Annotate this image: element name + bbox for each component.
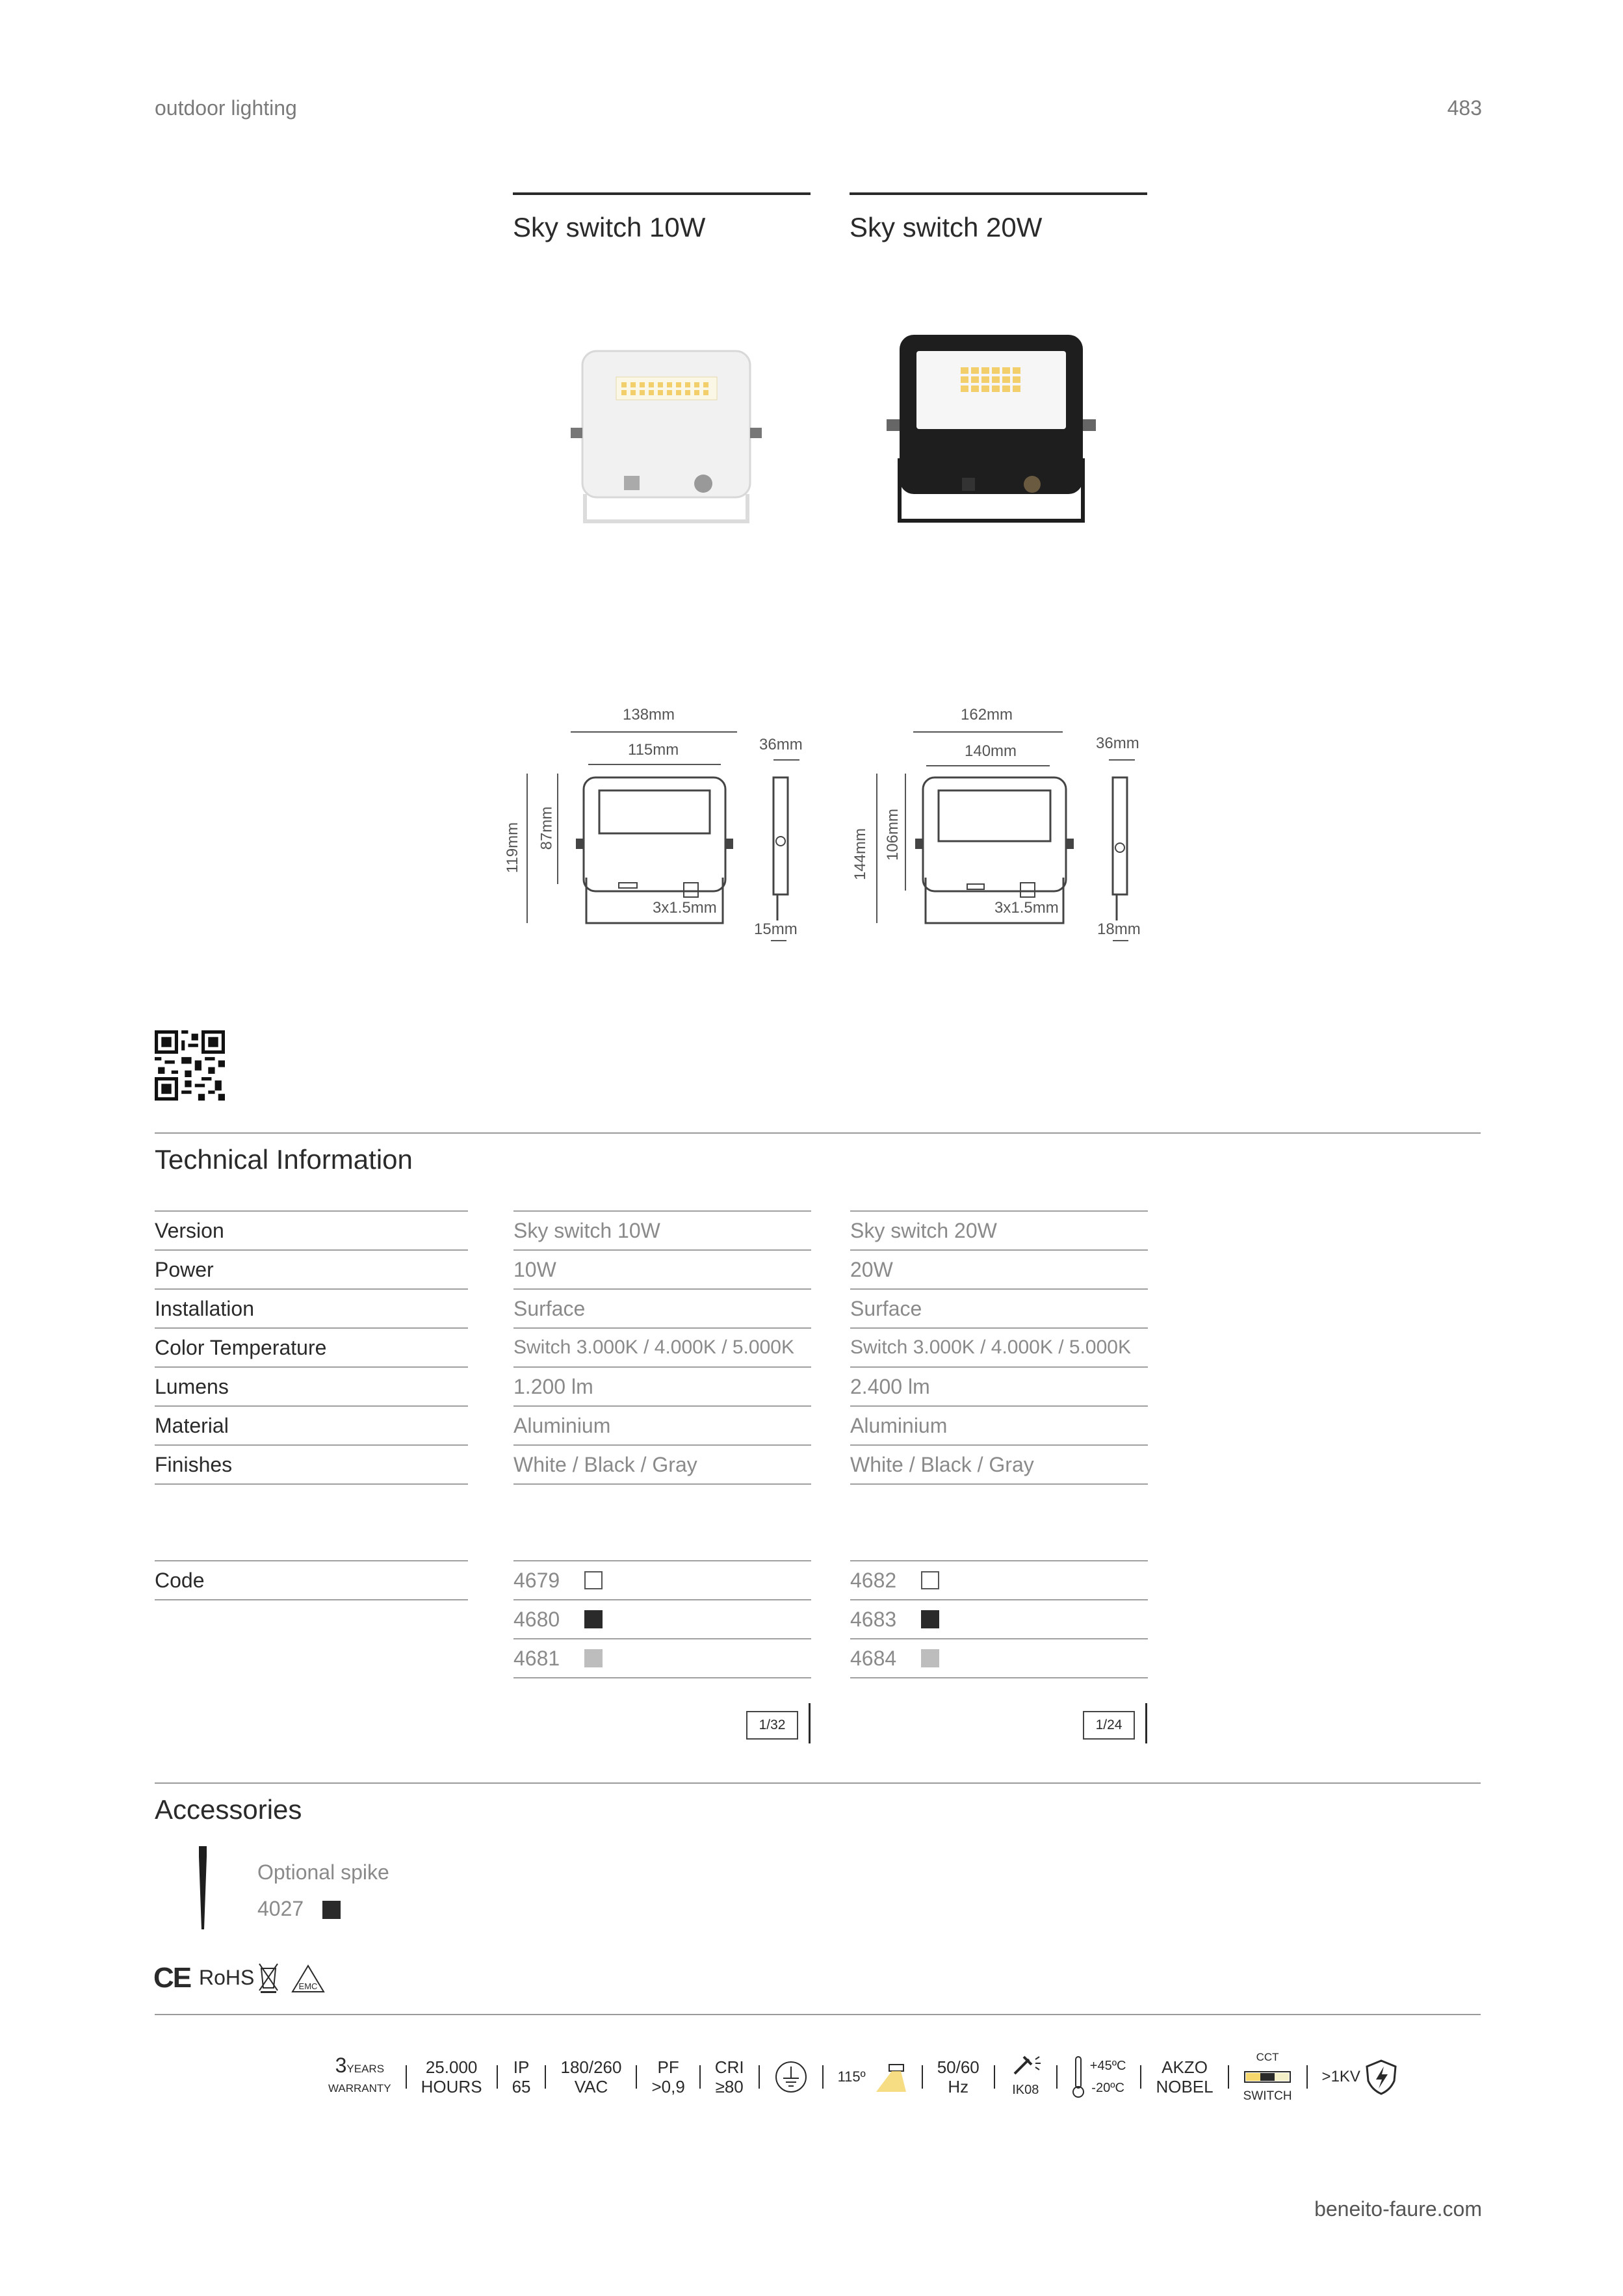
product-2-top-rule — [850, 192, 1147, 195]
tech-value-installation: Surface — [850, 1290, 1148, 1329]
dim-2-height-inner: 106mm — [884, 808, 902, 861]
spike-icon — [195, 1846, 211, 1929]
voltage-icon: 180/260 VAC — [560, 2057, 622, 2096]
tech-value-version: Sky switch 20W — [850, 1212, 1148, 1251]
shield-bolt-icon — [1364, 2059, 1398, 2095]
dim-1-base-line — [771, 940, 786, 941]
black-swatch — [921, 1610, 939, 1628]
code-row — [513, 1639, 811, 1678]
dim-2-base-line — [1113, 940, 1128, 941]
tech-value-color-temperature: Switch 3.000K / 4.000K / 5.000K — [850, 1329, 1148, 1368]
dim-2-height-outer-line — [876, 774, 877, 923]
dim-2-height-inner-line — [905, 774, 906, 891]
code-row — [850, 1600, 1148, 1639]
dim-2-base-depth: 18mm — [1097, 920, 1141, 938]
tech-value-material: Aluminium — [850, 1407, 1148, 1446]
qr-code[interactable] — [155, 1030, 225, 1101]
tech-label-lumens: Lumens — [155, 1368, 468, 1407]
code-row — [850, 1639, 1148, 1678]
product-1-top-rule — [513, 192, 811, 195]
separator — [545, 2065, 546, 2089]
frequency-icon: 50/60 Hz — [937, 2057, 980, 2096]
product-1-image — [559, 338, 773, 533]
dim-2-width-outer-line — [913, 731, 1063, 733]
gray-swatch — [921, 1649, 939, 1667]
ik-rating-icon: IK08 — [1009, 2054, 1042, 2100]
code-label: Code — [155, 1561, 468, 1600]
separator — [406, 2065, 407, 2089]
tech-value-lumens: 1.200 lm — [513, 1368, 811, 1407]
cri-icon: CRI ≥80 — [714, 2057, 744, 2096]
website-link[interactable]: beneito-faure.com — [1314, 2197, 1482, 2221]
spec-icon-strip — [328, 2048, 1398, 2106]
dim-1-width-inner: 115mm — [628, 741, 679, 759]
white-swatch — [921, 1571, 939, 1589]
code-label-column — [155, 1560, 468, 1600]
temperature-range-icon: +45ºC -20ºC — [1072, 2055, 1126, 2099]
separator — [1306, 2065, 1308, 2089]
tech-value-installation: Surface — [513, 1290, 811, 1329]
product-2-title: Sky switch 20W — [850, 212, 1043, 242]
codes-product-2 — [850, 1560, 1148, 1678]
tech-value-finishes: White / Black / Gray — [850, 1446, 1148, 1485]
dim-1-depth: 36mm — [759, 736, 803, 753]
earth-ground-icon — [774, 2060, 808, 2094]
code-row — [850, 1561, 1148, 1600]
code-value: 4682 — [850, 1569, 897, 1592]
separator — [922, 2065, 923, 2089]
white-swatch — [584, 1571, 603, 1589]
emc-icon — [290, 1963, 326, 1994]
tech-labels-column — [155, 1210, 468, 1485]
accessories-rule — [155, 1782, 1481, 1784]
surge-protection-icon: >1KV — [1322, 2059, 1398, 2095]
dim-1-base-depth: 15mm — [754, 920, 798, 938]
black-swatch — [322, 1901, 341, 1919]
tech-label-power: Power — [155, 1251, 468, 1290]
separator — [822, 2065, 824, 2089]
tech-label-material: Material — [155, 1407, 468, 1446]
separator — [699, 2065, 701, 2089]
code-value: 4680 — [513, 1608, 560, 1631]
tech-value-finishes: White / Black / Gray — [513, 1446, 811, 1485]
hours-icon: 25.000 HOURS — [421, 2057, 482, 2096]
dim-2-height-outer: 144mm — [851, 828, 870, 881]
tech-label-color-temperature: Color Temperature — [155, 1329, 468, 1368]
warranty-icon: 3YEARS WARRANTY — [328, 2054, 391, 2094]
separator — [636, 2065, 637, 2089]
category-label: outdoor lighting — [155, 96, 297, 120]
product-1-title: Sky switch 10W — [513, 212, 706, 242]
accessory-name: Optional spike — [257, 1860, 389, 1884]
tech-value-power: 20W — [850, 1251, 1148, 1290]
tech-values-product-2 — [850, 1210, 1148, 1485]
rohs-mark: RoHS — [199, 1966, 255, 1989]
svg-text:EMC: EMC — [298, 1981, 318, 1991]
beam-angle-icon: 115º — [838, 2061, 907, 2093]
weee-bin-icon — [257, 1962, 279, 1994]
code-value: 4684 — [850, 1647, 897, 1670]
cct-switch-icon: CCT SWITCH — [1243, 2051, 1292, 2103]
dim-2-drawing — [910, 774, 1157, 943]
dim-1-height-outer: 119mm — [504, 822, 522, 874]
tech-value-material: Aluminium — [513, 1407, 811, 1446]
dim-2-width-inner: 140mm — [965, 742, 1017, 760]
separator — [1056, 2065, 1058, 2089]
tech-value-lumens: 2.400 lm — [850, 1368, 1148, 1407]
page-number: 483 — [1447, 96, 1482, 120]
switch-icon — [1244, 2071, 1291, 2083]
tech-value-power: 10W — [513, 1251, 811, 1290]
light-beam-icon — [870, 2061, 907, 2093]
black-swatch — [584, 1610, 603, 1628]
akzo-nobel-icon: AKZO NOBEL — [1156, 2057, 1214, 2096]
ip-rating-icon: IP 65 — [512, 2057, 531, 2096]
separator — [1228, 2065, 1229, 2089]
tech-label-installation: Installation — [155, 1290, 468, 1329]
pack-box-icon: 1/24 — [1083, 1711, 1135, 1740]
codes-product-1 — [513, 1560, 811, 1678]
code-row — [513, 1600, 811, 1639]
code-row — [513, 1561, 811, 1600]
tech-label-version: Version — [155, 1212, 468, 1251]
dim-1-width-inner-line — [588, 764, 721, 765]
specs-rule — [155, 2014, 1481, 2015]
tech-label-finishes: Finishes — [155, 1446, 468, 1485]
separator — [759, 2065, 760, 2089]
power-factor-icon: PF >0,9 — [651, 2057, 685, 2096]
dim-1-depth-line — [773, 759, 799, 761]
dim-2-depth: 36mm — [1096, 735, 1139, 752]
separator — [994, 2065, 995, 2089]
pack-box-icon: 1/32 — [746, 1711, 798, 1740]
code-value: 4681 — [513, 1647, 560, 1670]
code-value: 4683 — [850, 1608, 897, 1631]
dim-1-height-inner-line — [557, 774, 558, 884]
ce-mark: CE — [153, 1962, 191, 1994]
dim-2-width-outer: 162mm — [961, 706, 1013, 724]
accessories-title: Accessories — [155, 1794, 302, 1825]
pack-separator — [1145, 1703, 1147, 1743]
dim-1-cable: 3x1.5mm — [653, 899, 717, 917]
tech-values-product-1 — [513, 1210, 811, 1485]
separator — [497, 2065, 498, 2089]
tech-section-rule — [155, 1132, 1481, 1134]
thermometer-icon — [1072, 2055, 1085, 2098]
gray-swatch — [584, 1649, 603, 1667]
dim-2-cable: 3x1.5mm — [994, 899, 1059, 917]
dim-1-width-outer-line — [571, 731, 737, 733]
code-value: 4679 — [513, 1569, 560, 1592]
dim-2-width-inner-line — [926, 765, 1050, 766]
dim-1-height-inner: 87mm — [538, 806, 556, 850]
hammer-icon — [1009, 2054, 1042, 2076]
tech-section-title: Technical Information — [155, 1144, 413, 1175]
separator — [1140, 2065, 1141, 2089]
dim-1-height-outer-line — [526, 774, 528, 923]
tech-value-color-temperature: Switch 3.000K / 4.000K / 5.000K — [513, 1329, 811, 1368]
accessory-code: 4027 — [257, 1897, 304, 1920]
dim-1-drawing — [572, 774, 819, 943]
dim-1-width-outer: 138mm — [623, 706, 675, 724]
tech-value-version: Sky switch 10W — [513, 1212, 811, 1251]
product-2-image — [884, 328, 1098, 530]
pack-separator — [809, 1703, 811, 1743]
dim-2-depth-line — [1109, 759, 1135, 761]
